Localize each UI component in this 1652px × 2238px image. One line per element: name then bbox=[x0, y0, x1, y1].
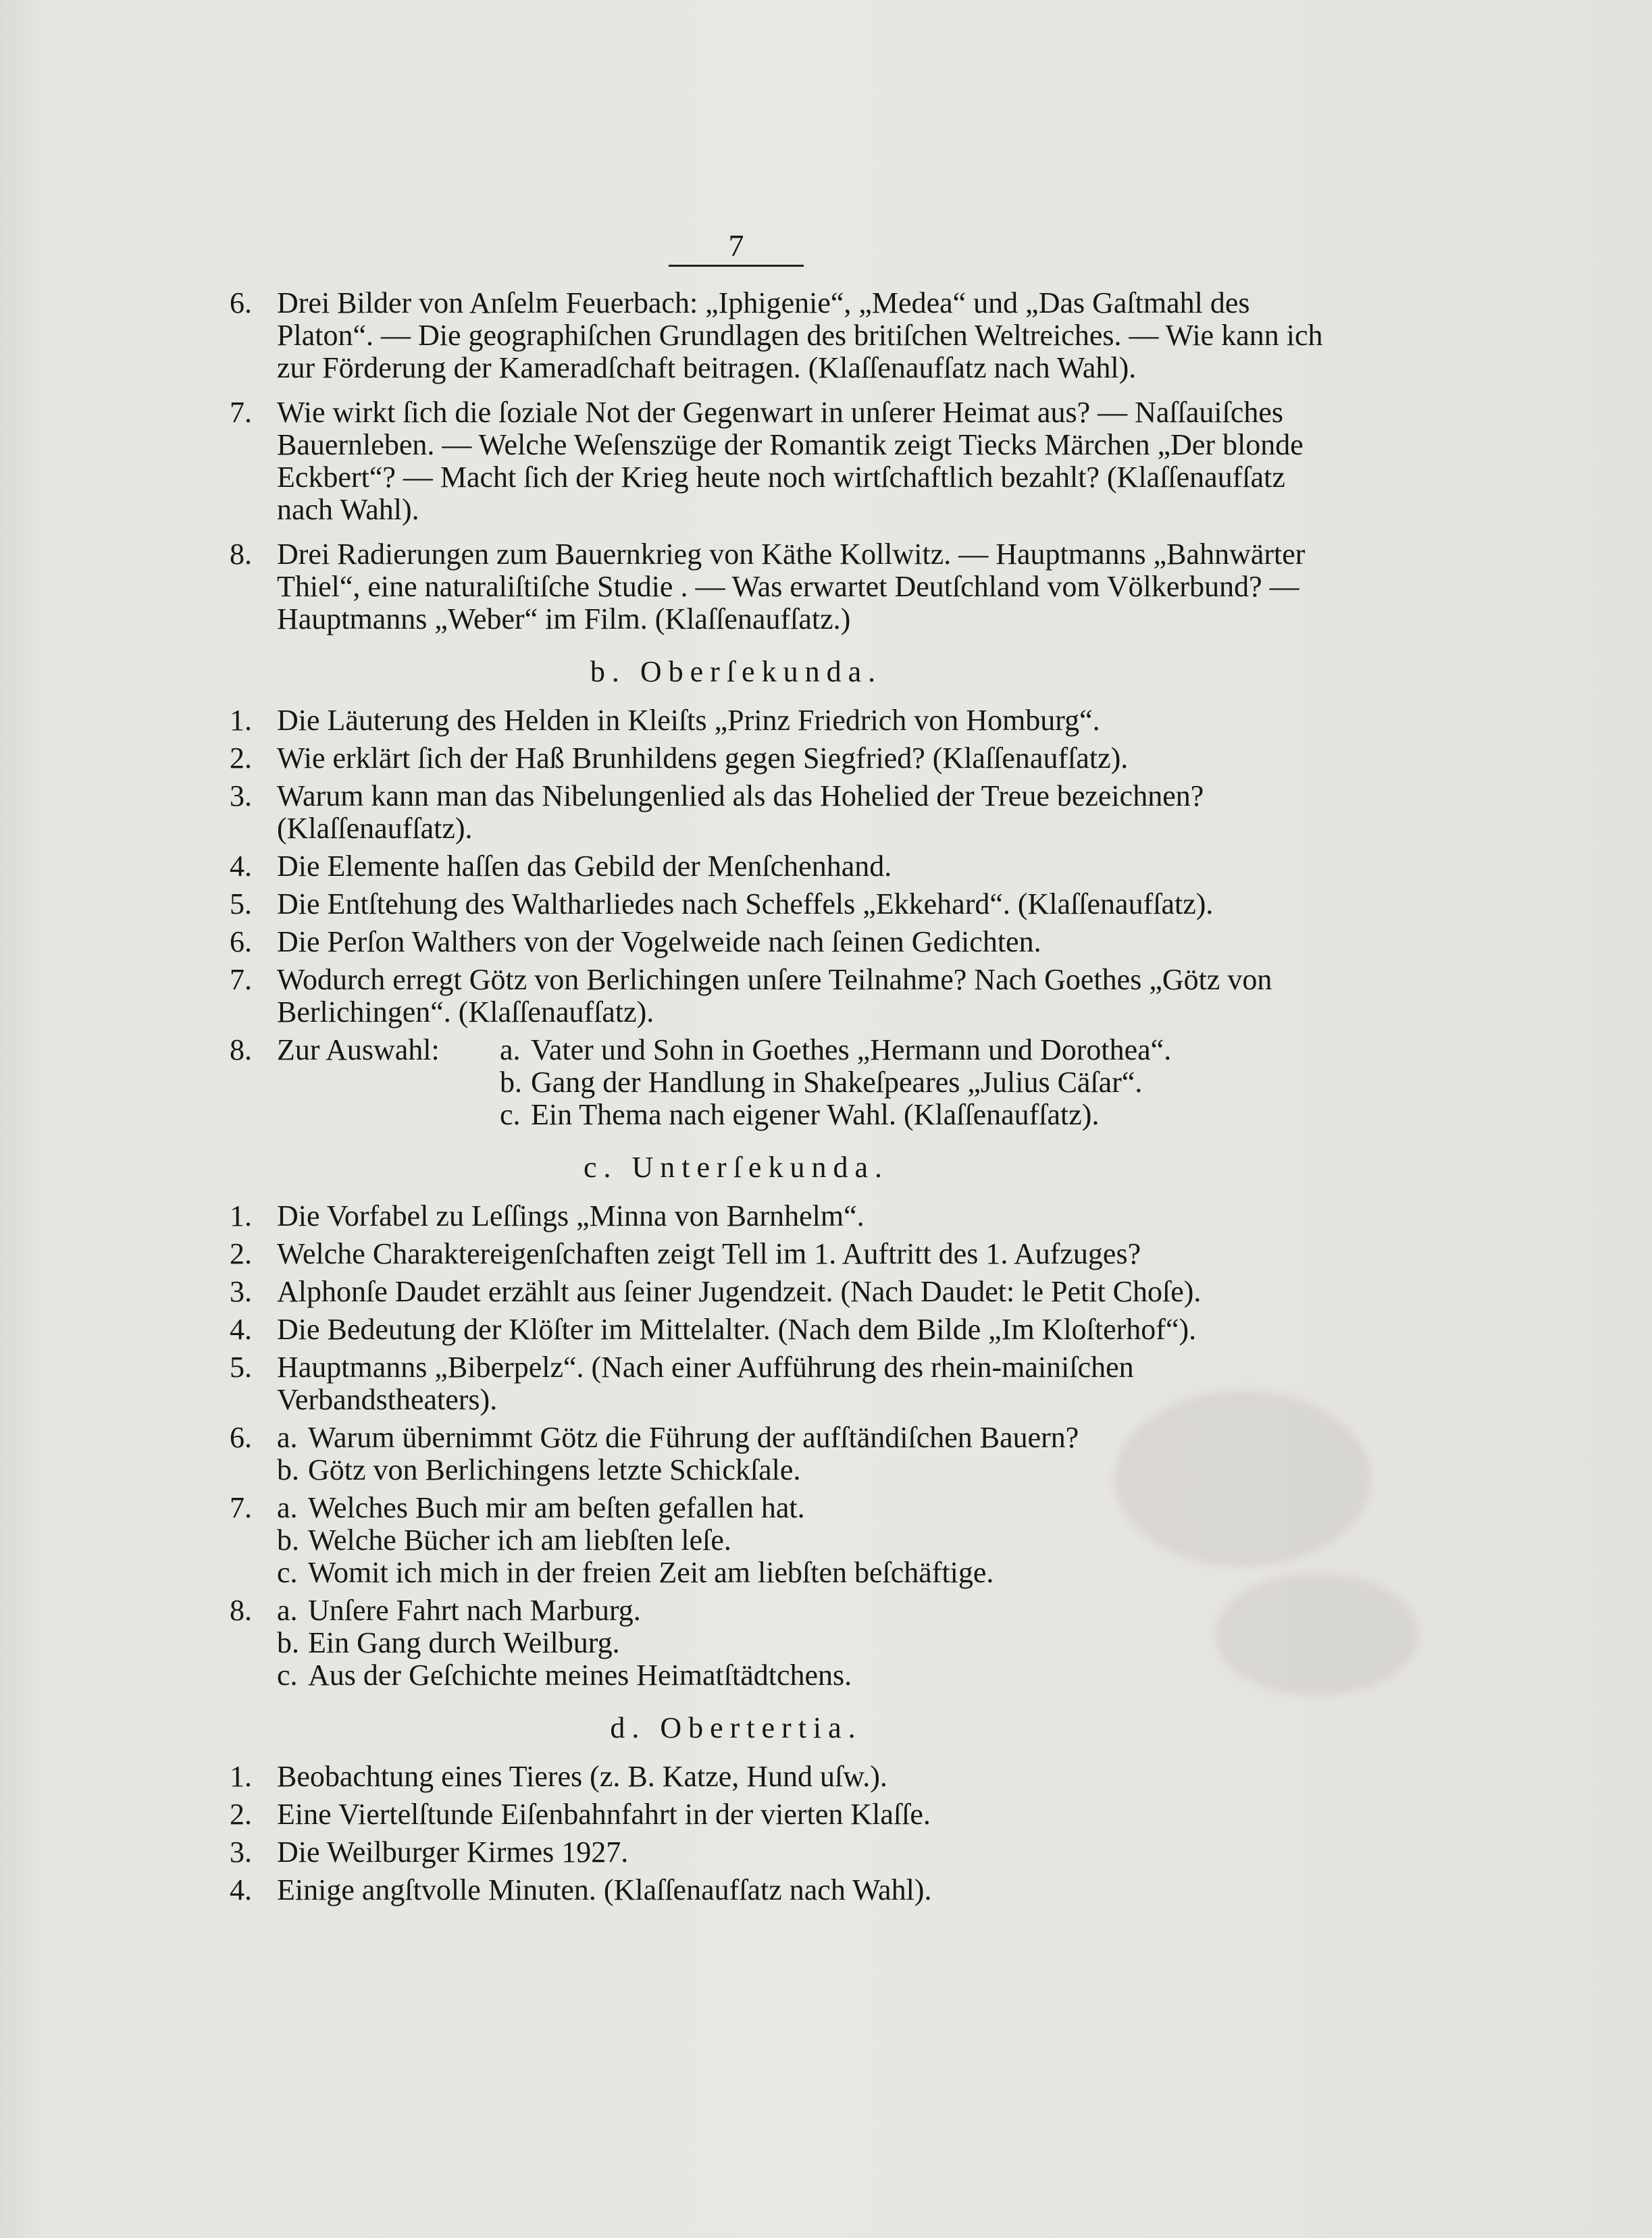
list-item bbox=[230, 396, 1324, 526]
sub-item bbox=[277, 1422, 1324, 1454]
item-number: 6. bbox=[230, 925, 252, 958]
item-number: 5. bbox=[230, 1351, 252, 1384]
list-item bbox=[230, 1836, 1324, 1869]
item-number: 6. bbox=[230, 1421, 252, 1454]
item-number: 8. bbox=[230, 1594, 252, 1627]
sub-text: Ein Thema nach eigener Wahl. (Klaſſenaufſatz). bbox=[531, 1098, 1100, 1131]
sub-letter: a. bbox=[500, 1033, 521, 1066]
sub-letter: b. bbox=[500, 1066, 522, 1099]
list-item bbox=[230, 1761, 1324, 1793]
item-text: Die Weilburger Kirmes 1927. bbox=[277, 1836, 629, 1869]
sub-letter: b. bbox=[277, 1626, 299, 1659]
sub-letter: b. bbox=[277, 1453, 299, 1486]
item-text: Die Entſtehung des Waltharliedes nach Scheffels „Ekkehard“. (Klaſſenaufſatz). bbox=[277, 887, 1214, 920]
sub-letter: a. bbox=[277, 1491, 298, 1524]
item-number: 1. bbox=[230, 1760, 252, 1793]
section-b-list bbox=[230, 704, 1324, 1131]
sub-letter: c. bbox=[500, 1098, 521, 1131]
item-number: 7. bbox=[230, 1491, 252, 1524]
list-item bbox=[230, 1200, 1324, 1232]
sub-item bbox=[277, 1454, 1324, 1486]
sub-item bbox=[277, 1594, 1324, 1627]
sub-text: Unſere Fahrt nach Marburg. bbox=[308, 1594, 641, 1627]
sub-text: Womit ich mich in der freien Zeit am liebſten beſchäftige. bbox=[308, 1556, 994, 1589]
sub-item bbox=[277, 1524, 1324, 1557]
sub-item bbox=[277, 1557, 1324, 1589]
sub-item bbox=[500, 1099, 1324, 1131]
item-text: Hauptmanns „Biberpelz“. (Nach einer Aufführung des rhein-mainiſchen Verbandstheaters). bbox=[277, 1351, 1134, 1416]
item-text: Alphonſe Daudet erzählt aus ſeiner Jugendzeit. (Nach Daudet: le Petit Choſe). bbox=[277, 1275, 1202, 1308]
section-heading-oberſekunda: b. Oberſekunda. bbox=[590, 655, 883, 688]
list-item bbox=[230, 704, 1324, 737]
sub-letter: a. bbox=[277, 1594, 298, 1627]
section-heading-unterſekunda: c. Unterſekunda. bbox=[584, 1151, 889, 1184]
list-item bbox=[230, 1874, 1324, 1906]
item-text: Drei Radierungen zum Bauernkrieg von Käthe Kollwitz. — Hauptmanns „Bahnwärter Thiel“, eine naturaliſtiſche Studie . — Was erwartet Deutſchland vom Völkerbund? — Hauptmanns „Weber“ im Film. (Klaſſenaufſatz.) bbox=[277, 538, 1306, 635]
sub-text: Aus der Geſchichte meines Heimatſtädtchens. bbox=[308, 1659, 852, 1692]
item-number: 7. bbox=[230, 963, 252, 996]
item-number: 8. bbox=[230, 1033, 252, 1066]
choice-lead: Zur Auswahl: bbox=[277, 1033, 440, 1066]
item-number: 4. bbox=[230, 1873, 252, 1906]
item-text: Die Vorfabel zu Leſſings „Minna von Barnhelm“. bbox=[277, 1199, 864, 1232]
sub-item bbox=[500, 1034, 1324, 1066]
item-number: 2. bbox=[230, 1237, 252, 1270]
list-item bbox=[230, 287, 1324, 384]
sub-letter: c. bbox=[277, 1659, 298, 1692]
item-number: 4. bbox=[230, 1313, 252, 1346]
item-text: Drei Bilder von Anſelm Feuerbach: „Iphigenie“, „Medea“ und „Das Gaſtmahl des Platon“. — Die geographiſchen Grundlagen des britiſchen Weltreiches. — Wie kann ich zur Förderung der Kameradſchaft beitragen. (Klaſſenaufſatz nach Wahl). bbox=[277, 286, 1323, 384]
list-item bbox=[230, 1594, 1324, 1692]
item-number: 2. bbox=[230, 741, 252, 775]
list-item bbox=[230, 1422, 1324, 1486]
section-a-list bbox=[230, 287, 1324, 635]
sub-text: Gang der Handlung in Shakeſpeares „Julius Cäſar“. bbox=[531, 1066, 1143, 1099]
list-item bbox=[230, 926, 1324, 958]
item-number: 8. bbox=[230, 538, 252, 571]
item-number: 3. bbox=[230, 1275, 252, 1308]
list-item bbox=[230, 1313, 1324, 1346]
list-item bbox=[230, 1276, 1324, 1308]
list-item-choice bbox=[230, 1034, 1324, 1131]
item-text: Einige angſtvolle Minuten. (Klaſſenaufſatz nach Wahl). bbox=[277, 1873, 932, 1906]
list-item bbox=[230, 1798, 1324, 1831]
list-item bbox=[230, 1238, 1324, 1270]
sub-text: Welche Bücher ich am liebſten leſe. bbox=[308, 1524, 731, 1557]
sub-text: Welches Buch mir am beſten gefallen hat. bbox=[308, 1491, 805, 1524]
sub-letter: a. bbox=[277, 1421, 298, 1454]
sub-letter: c. bbox=[277, 1556, 298, 1589]
sub-text: Vater und Sohn in Goethes „Hermann und Dorothea“. bbox=[531, 1033, 1172, 1066]
sub-text: Ein Gang durch Weilburg. bbox=[308, 1626, 620, 1659]
item-number: 5. bbox=[230, 887, 252, 920]
sub-text: Warum übernimmt Götz die Führung der aufſtändiſchen Bauern? bbox=[308, 1421, 1079, 1454]
list-item bbox=[230, 1492, 1324, 1589]
sub-item bbox=[277, 1492, 1324, 1524]
item-number: 3. bbox=[230, 779, 252, 812]
item-text: Wodurch erregt Götz von Berlichingen unſere Teilnahme? Nach Goethes „Götz von Berlichingen“. (Klaſſenaufſatz). bbox=[277, 963, 1272, 1029]
item-text: Wie erklärt ſich der Haß Brunhildens gegen Siegfried? (Klaſſenaufſatz). bbox=[277, 741, 1129, 775]
section-heading-obertertia: d. Obertertia. bbox=[610, 1711, 862, 1744]
list-item bbox=[230, 780, 1324, 845]
item-number: 7. bbox=[230, 396, 252, 429]
item-number: 6. bbox=[230, 286, 252, 319]
sub-letter: b. bbox=[277, 1524, 299, 1557]
list-item bbox=[230, 538, 1324, 635]
page-number: 7 bbox=[669, 227, 804, 267]
item-number: 3. bbox=[230, 1836, 252, 1869]
sub-item bbox=[500, 1066, 1324, 1099]
section-c-list bbox=[230, 1200, 1324, 1692]
item-text: Warum kann man das Nibelungenlied als das Hohelied der Treue bezeichnen? (Klaſſenaufſatz). bbox=[277, 779, 1204, 845]
list-item bbox=[230, 888, 1324, 920]
list-item bbox=[230, 850, 1324, 883]
item-number: 1. bbox=[230, 1199, 252, 1232]
item-text: Eine Viertelſtunde Eiſenbahnfahrt in der vierten Klaſſe. bbox=[277, 1798, 931, 1831]
item-number: 2. bbox=[230, 1798, 252, 1831]
list-item bbox=[230, 964, 1324, 1029]
item-text: Wie wirkt ſich die ſoziale Not der Gegenwart in unſerer Heimat aus? — Naſſauiſches Bauernleben. — Welche Weſenszüge der Romantik zeigt Tiecks Märchen „Der blonde Eckbert“? — Macht ſich der Krieg heute noch wirtſchaftlich bezahlt? (Klaſſenaufſatz nach Wahl). bbox=[277, 396, 1303, 526]
item-text: Beobachtung eines Tieres (z. B. Katze, Hund uſw.). bbox=[277, 1760, 887, 1793]
list-item bbox=[230, 1351, 1324, 1416]
section-d-list bbox=[230, 1761, 1324, 1906]
sub-text: Götz von Berlichingens letzte Schickſale. bbox=[308, 1453, 801, 1486]
page-content bbox=[230, 287, 1324, 1912]
item-text: Welche Charaktereigenſchaften zeigt Tell im 1. Auftritt des 1. Aufzuges? bbox=[277, 1237, 1141, 1270]
item-text: Die Perſon Walthers von der Vogelweide nach ſeinen Gedichten. bbox=[277, 925, 1041, 958]
item-number: 1. bbox=[230, 704, 252, 737]
item-text: Die Läuterung des Helden in Kleiſts „Prinz Friedrich von Homburg“. bbox=[277, 704, 1100, 737]
list-item bbox=[230, 742, 1324, 775]
item-text: Die Elemente haſſen das Gebild der Menſchenhand. bbox=[277, 850, 892, 883]
item-text: Die Bedeutung der Klöſter im Mittelalter. (Nach dem Bilde „Im Kloſterhof“). bbox=[277, 1313, 1197, 1346]
sub-item bbox=[277, 1627, 1324, 1659]
item-number: 4. bbox=[230, 850, 252, 883]
sub-item bbox=[277, 1659, 1324, 1692]
